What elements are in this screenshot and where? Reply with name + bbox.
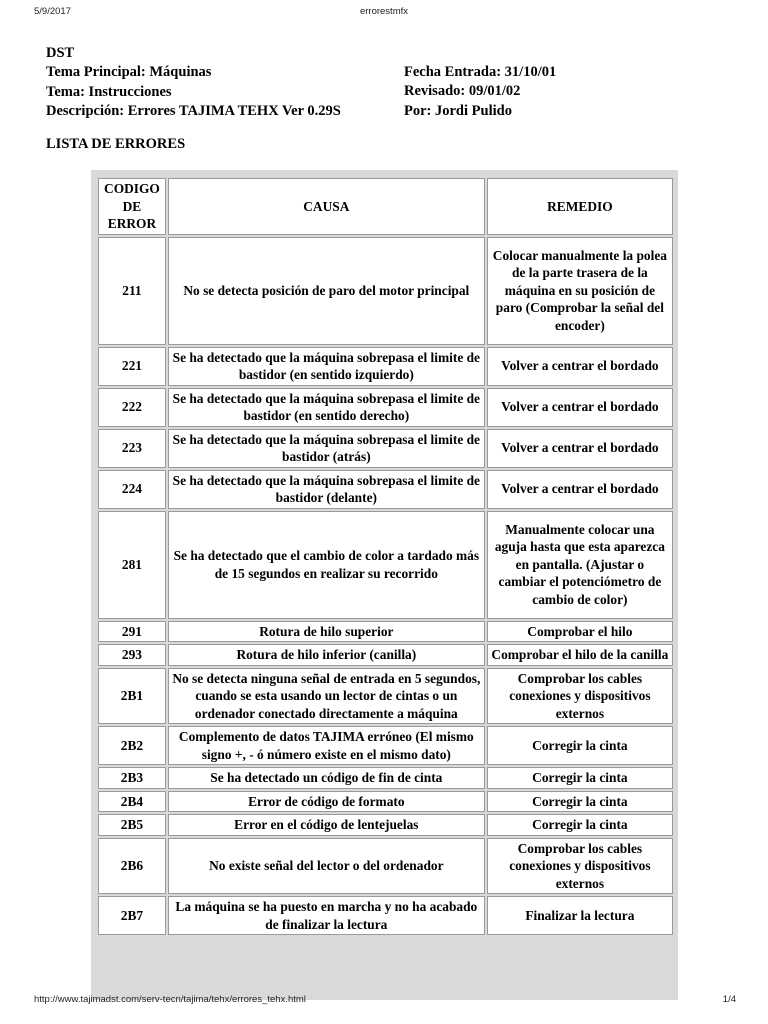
error-remedy: Corregir la cinta <box>487 767 673 789</box>
error-cause: La máquina se ha puesto en marcha y no ha acabado de finalizar la lectura <box>168 896 485 935</box>
print-header <box>0 6 768 20</box>
error-code: 293 <box>98 644 166 666</box>
table-row <box>98 814 673 836</box>
error-remedy: Corregir la cinta <box>487 791 673 813</box>
error-remedy: Volver a centrar el bordado <box>487 347 673 386</box>
table-row <box>98 791 673 813</box>
error-code: 2B3 <box>98 767 166 789</box>
print-url: http://www.tajimadst.com/serv-tecn/tajima/tehx/errores_tehx.html <box>34 994 306 1005</box>
table-row <box>98 237 673 345</box>
error-code: 2B1 <box>98 668 166 725</box>
author: Por: Jordi Pulido <box>404 102 512 119</box>
error-code: 224 <box>98 470 166 509</box>
error-remedy: Colocar manualmente la polea de la parte trasera de la máquina en su posición de paro (Comprobar la señal del encoder) <box>487 237 673 345</box>
error-remedy: Comprobar los cables conexiones y dispositivos externos <box>487 838 673 895</box>
error-remedy: Volver a centrar el bordado <box>487 388 673 427</box>
error-code: 211 <box>98 237 166 345</box>
error-cause: Se ha detectado que la máquina sobrepasa el limite de bastidor (en sentido izquierdo) <box>168 347 485 386</box>
table-header-row <box>98 178 673 235</box>
table-row <box>98 896 673 935</box>
error-code: 223 <box>98 429 166 468</box>
meta-left <box>46 44 341 122</box>
error-cause: Se ha detectado que el cambio de color a tardado más de 15 segundos en realizar su recorrido <box>168 511 485 619</box>
error-code: 221 <box>98 347 166 386</box>
main-topic: Tema Principal: Máquinas <box>46 64 212 81</box>
error-remedy: Manualmente colocar una aguja hasta que esta aparezca en pantalla. (Ajustar o cambiar el potenciómetro de cambio de color) <box>487 511 673 619</box>
error-cause: Se ha detectado que la máquina sobrepasa el limite de bastidor (atrás) <box>168 429 485 468</box>
error-table <box>96 176 675 937</box>
error-cause: Se ha detectado un código de fin de cinta <box>168 767 485 789</box>
org-name: DST <box>46 45 75 61</box>
error-remedy: Comprobar los cables conexiones y dispositivos externos <box>487 668 673 725</box>
table-row <box>98 668 673 725</box>
error-remedy: Corregir la cinta <box>487 814 673 836</box>
error-remedy: Finalizar la lectura <box>487 896 673 935</box>
table-row <box>98 838 673 895</box>
revised-date: Revisado: 09/01/02 <box>404 83 521 100</box>
error-cause: No se detecta posición de paro del motor principal <box>168 237 485 345</box>
error-cause: No existe señal del lector o del ordenador <box>168 838 485 895</box>
header-remedy: REMEDIO <box>487 178 673 235</box>
subject: Tema: Instrucciones <box>46 83 172 100</box>
table-row <box>98 470 673 509</box>
meta-right <box>404 63 556 121</box>
table-row <box>98 621 673 643</box>
error-cause: Se ha detectado que la máquina sobrepasa el limite de bastidor (delante) <box>168 470 485 509</box>
error-remedy: Volver a centrar el bordado <box>487 470 673 509</box>
print-date: 5/9/2017 <box>34 6 71 17</box>
error-code: 2B2 <box>98 726 166 765</box>
header-cause: CAUSA <box>168 178 485 235</box>
table-row <box>98 347 673 386</box>
error-code: 281 <box>98 511 166 619</box>
error-cause: Error de código de formato <box>168 791 485 813</box>
table-row <box>98 429 673 468</box>
error-remedy: Comprobar el hilo de la canilla <box>487 644 673 666</box>
table-row <box>98 511 673 619</box>
print-title: errorestmfx <box>359 6 409 17</box>
error-cause: Complemento de datos TAJIMA erróneo (El mismo signo +, - ó número existe en el mismo dato) <box>168 726 485 765</box>
error-code: 2B5 <box>98 814 166 836</box>
entry-date: Fecha Entrada: 31/10/01 <box>404 64 557 80</box>
error-code: 2B6 <box>98 838 166 895</box>
error-cause: Error en el código de lentejuelas <box>168 814 485 836</box>
error-remedy: Corregir la cinta <box>487 726 673 765</box>
error-code: 2B4 <box>98 791 166 813</box>
error-code: 222 <box>98 388 166 427</box>
error-code: 2B7 <box>98 896 166 935</box>
description: Descripción: Errores TAJIMA TEHX Ver 0.29S <box>46 103 341 120</box>
list-title: LISTA DE ERRORES <box>46 136 186 152</box>
error-code: 291 <box>98 621 166 643</box>
table-row <box>98 767 673 789</box>
table-row <box>98 726 673 765</box>
error-remedy: Comprobar el hilo <box>487 621 673 643</box>
page-number: 1/4 <box>722 994 736 1005</box>
error-cause: Rotura de hilo inferior (canilla) <box>168 644 485 666</box>
error-cause: Se ha detectado que la máquina sobrepasa el limite de bastidor (en sentido derecho) <box>168 388 485 427</box>
table-row <box>98 388 673 427</box>
error-remedy: Volver a centrar el bordado <box>487 429 673 468</box>
header-code: CODIGO DE ERROR <box>98 178 166 235</box>
table-row <box>98 644 673 666</box>
error-cause: No se detecta ninguna señal de entrada en 5 segundos, cuando se esta usando un lector de cintas o un ordenador conectado directamente a máquina <box>168 668 485 725</box>
print-footer <box>0 994 768 1008</box>
error-table-frame <box>91 170 678 1000</box>
error-cause: Rotura de hilo superior <box>168 621 485 643</box>
